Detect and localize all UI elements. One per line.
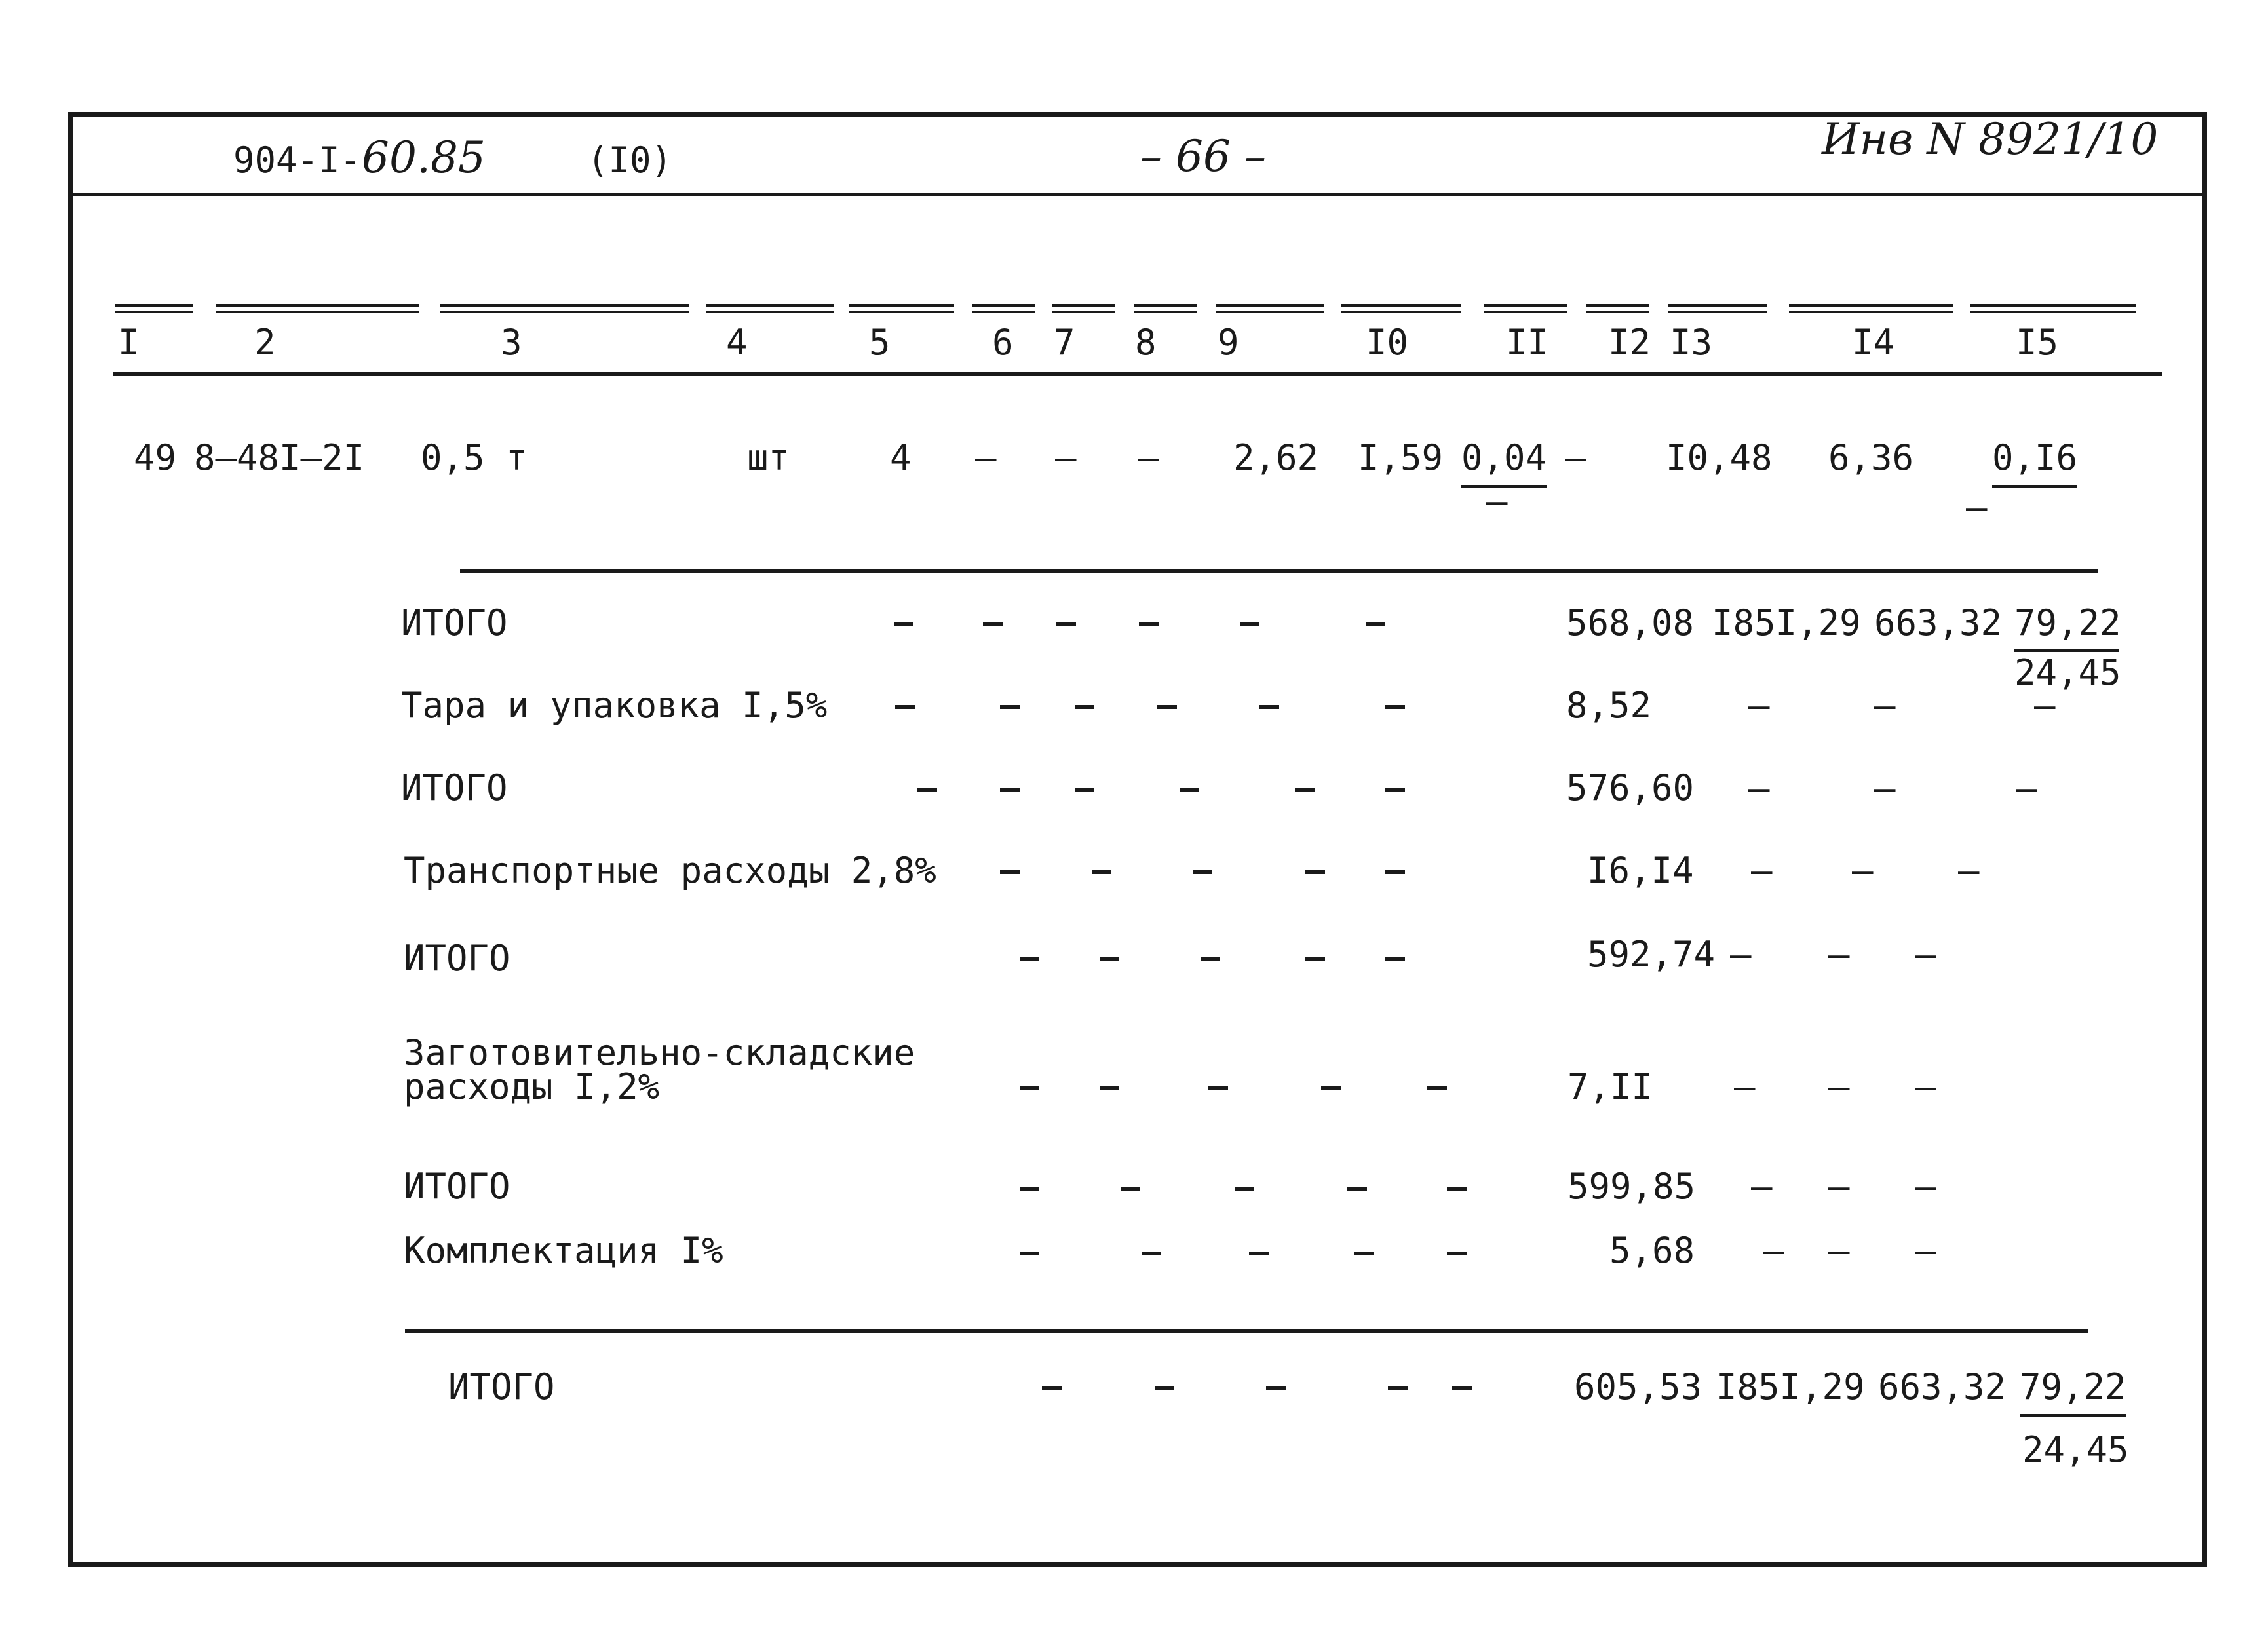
- dash: [1075, 705, 1094, 709]
- inventory-number: Инв N 8921/10: [1822, 114, 2159, 164]
- summary-v4: –: [1915, 934, 1936, 975]
- item-qty: 4: [890, 437, 912, 478]
- dash: [1235, 1187, 1254, 1191]
- col-number: I3: [1670, 322, 1713, 363]
- dash: [1201, 957, 1220, 961]
- summary-v1: 599,85: [1567, 1166, 1696, 1207]
- dash: [1100, 957, 1119, 961]
- summary-label: ИТОГО: [448, 1366, 555, 1407]
- summary-v1: 576,60: [1566, 767, 1695, 809]
- summary-v3: –: [1828, 1230, 1850, 1271]
- item-c13: I0,48: [1666, 437, 1773, 478]
- dash: [1020, 1086, 1039, 1090]
- dash: [895, 705, 915, 709]
- item-c10: I,59: [1358, 437, 1444, 478]
- dash: [1100, 1086, 1119, 1090]
- summary-v3: –: [1874, 685, 1896, 726]
- dash: [1385, 788, 1405, 792]
- summary-label: Транспортные расходы 2,8%: [404, 850, 936, 891]
- dash: [1020, 1187, 1039, 1191]
- summary-v3: –: [1828, 934, 1850, 975]
- dash: [1388, 1386, 1408, 1390]
- summary-v4: –: [1915, 1066, 1936, 1107]
- item-name: 0,5 т: [421, 437, 528, 478]
- dash: [1000, 788, 1020, 792]
- summary-v4: –: [1915, 1230, 1936, 1271]
- item-c6: –: [975, 437, 997, 478]
- item-unit: шт: [747, 437, 790, 478]
- col-rule: [440, 304, 689, 313]
- dash: [1354, 1252, 1374, 1255]
- dash: [1305, 870, 1325, 874]
- summary-v1: 8,52: [1566, 685, 1652, 726]
- doc-code-prefix: 904-I-: [233, 140, 362, 181]
- dash: [1305, 957, 1325, 961]
- dash: [1385, 870, 1405, 874]
- item-c15-sub: –: [1966, 487, 1988, 528]
- header-bottom-rule: [113, 372, 2162, 376]
- summary-v4: 79,22: [2020, 1366, 2126, 1407]
- dash: [1208, 1086, 1228, 1090]
- dash: [1000, 870, 1020, 874]
- summary-label: ИТОГО: [404, 1166, 510, 1207]
- col-number: 3: [501, 322, 522, 363]
- summary-v2: –: [1763, 1230, 1784, 1271]
- doc-code-handwritten: 60.85: [362, 132, 486, 183]
- summary-label-line2: расходы I,2%: [404, 1066, 660, 1107]
- col-number: II: [1506, 322, 1549, 363]
- summary-v4-sub: 24,45: [2014, 652, 2121, 693]
- summary-v3: –: [1828, 1166, 1850, 1207]
- dash: [1139, 622, 1159, 626]
- dash: [1385, 705, 1405, 709]
- dash: [1020, 1252, 1039, 1255]
- item-c11: 0,04: [1461, 437, 1547, 478]
- summary-v2: –: [1734, 1066, 1756, 1107]
- summary-v3: 663,32: [1878, 1366, 2007, 1407]
- dash: [1075, 788, 1094, 792]
- dash: [917, 788, 937, 792]
- summary-v1: 5,68: [1609, 1230, 1695, 1271]
- col-rule: [1341, 304, 1461, 313]
- item-c15: 0,I6: [1992, 437, 2078, 478]
- col-number: 9: [1218, 322, 1239, 363]
- col-rule: [706, 304, 834, 313]
- dash: [1193, 870, 1212, 874]
- dash: [1366, 622, 1385, 626]
- col-rule: [1586, 304, 1649, 313]
- section-rule: [460, 569, 2098, 573]
- col-rule: [1484, 304, 1567, 313]
- summary-label: ИТОГО: [404, 938, 510, 979]
- col-rule: [1789, 304, 1953, 313]
- item-c7: –: [1055, 437, 1077, 478]
- summary-v2: I85I,29: [1716, 1366, 1865, 1407]
- dash: [1000, 705, 1020, 709]
- dash: [1155, 1386, 1174, 1390]
- summary-v2: –: [1751, 1166, 1773, 1207]
- item-c8: –: [1138, 437, 1159, 478]
- item-c9: 2,62: [1233, 437, 1319, 478]
- col-number: I: [118, 322, 140, 363]
- dash: [1121, 1187, 1140, 1191]
- item-c12: –: [1565, 437, 1586, 478]
- fraction-bar: [2020, 1414, 2126, 1417]
- dash: [1056, 622, 1076, 626]
- summary-v1: I6,I4: [1587, 850, 1694, 891]
- summary-v4: 79,22: [2014, 602, 2121, 643]
- dash: [1249, 1252, 1269, 1255]
- item-pos: 49: [134, 437, 177, 478]
- col-rule: [1668, 304, 1767, 313]
- dash: [1295, 788, 1315, 792]
- page-number: – 66 –: [1140, 131, 1266, 182]
- summary-v3: –: [1828, 1066, 1850, 1107]
- dash: [1259, 705, 1279, 709]
- dash: [1447, 1252, 1467, 1255]
- col-rule: [1216, 304, 1324, 313]
- item-code: 8–48I–2I: [194, 437, 365, 478]
- dash: [1266, 1386, 1286, 1390]
- col-rule: [216, 304, 419, 313]
- dash: [894, 622, 913, 626]
- dash: [1020, 957, 1039, 961]
- col-number: 8: [1135, 322, 1157, 363]
- c15-fraction-bar: [1992, 485, 2077, 488]
- section-number: (I0): [587, 140, 673, 181]
- summary-v4: –: [2034, 685, 2056, 726]
- col-number: I5: [2016, 322, 2059, 363]
- summary-v3: 663,32: [1874, 602, 2003, 643]
- header-divider: [68, 193, 2207, 196]
- dash: [1142, 1252, 1161, 1255]
- dash: [1042, 1386, 1062, 1390]
- summary-v2: I85I,29: [1712, 602, 1861, 643]
- summary-label: ИТОГО: [401, 602, 508, 643]
- col-number: 5: [869, 322, 891, 363]
- summary-v4-sub: 24,45: [2022, 1429, 2129, 1470]
- summary-v1: 568,08: [1566, 602, 1695, 643]
- dash: [983, 622, 1003, 626]
- summary-v1: 7,II: [1567, 1066, 1653, 1107]
- summary-v2: –: [1748, 685, 1770, 726]
- summary-label: Тара и упаковка I,5%: [401, 685, 828, 726]
- summary-v3: –: [1852, 850, 1874, 891]
- summary-label: ИТОГО: [401, 767, 508, 809]
- dash: [1447, 1187, 1467, 1191]
- col-number: 2: [254, 322, 276, 363]
- col-number: I4: [1852, 322, 1895, 363]
- col-number: I0: [1366, 322, 1409, 363]
- summary-v2: –: [1748, 767, 1770, 809]
- dash: [1321, 1086, 1341, 1090]
- summary-v3: –: [1874, 767, 1896, 809]
- summary-label-line1: Заготовительно-складские: [404, 1032, 915, 1073]
- summary-v1: 605,53: [1574, 1366, 1702, 1407]
- col-number: 4: [726, 322, 748, 363]
- col-number: I2: [1608, 322, 1651, 363]
- dash: [1157, 705, 1177, 709]
- col-number: 7: [1054, 322, 1075, 363]
- col-number: 6: [992, 322, 1014, 363]
- dash: [1180, 788, 1199, 792]
- summary-v4: –: [1915, 1166, 1936, 1207]
- dash: [1452, 1386, 1472, 1390]
- col-rule: [1134, 304, 1197, 313]
- col-rule: [1970, 304, 2136, 313]
- item-c11-sub: –: [1486, 480, 1508, 522]
- col-rule: [115, 304, 193, 313]
- col-rule: [849, 304, 954, 313]
- dash: [1347, 1187, 1367, 1191]
- summary-v2: –: [1751, 850, 1773, 891]
- dash: [1092, 870, 1111, 874]
- section-rule: [405, 1329, 2088, 1333]
- item-c14: 6,36: [1828, 437, 1914, 478]
- dash: [1385, 957, 1405, 961]
- dash: [1240, 622, 1259, 626]
- dash: [1427, 1086, 1447, 1090]
- summary-v1: 592,74: [1587, 934, 1716, 975]
- col-rule: [1052, 304, 1115, 313]
- summary-v4: –: [1958, 850, 1980, 891]
- summary-v4: –: [2016, 767, 2037, 809]
- summary-v2: –: [1730, 934, 1752, 975]
- col-rule: [972, 304, 1035, 313]
- summary-label: Комплектация I%: [404, 1230, 723, 1271]
